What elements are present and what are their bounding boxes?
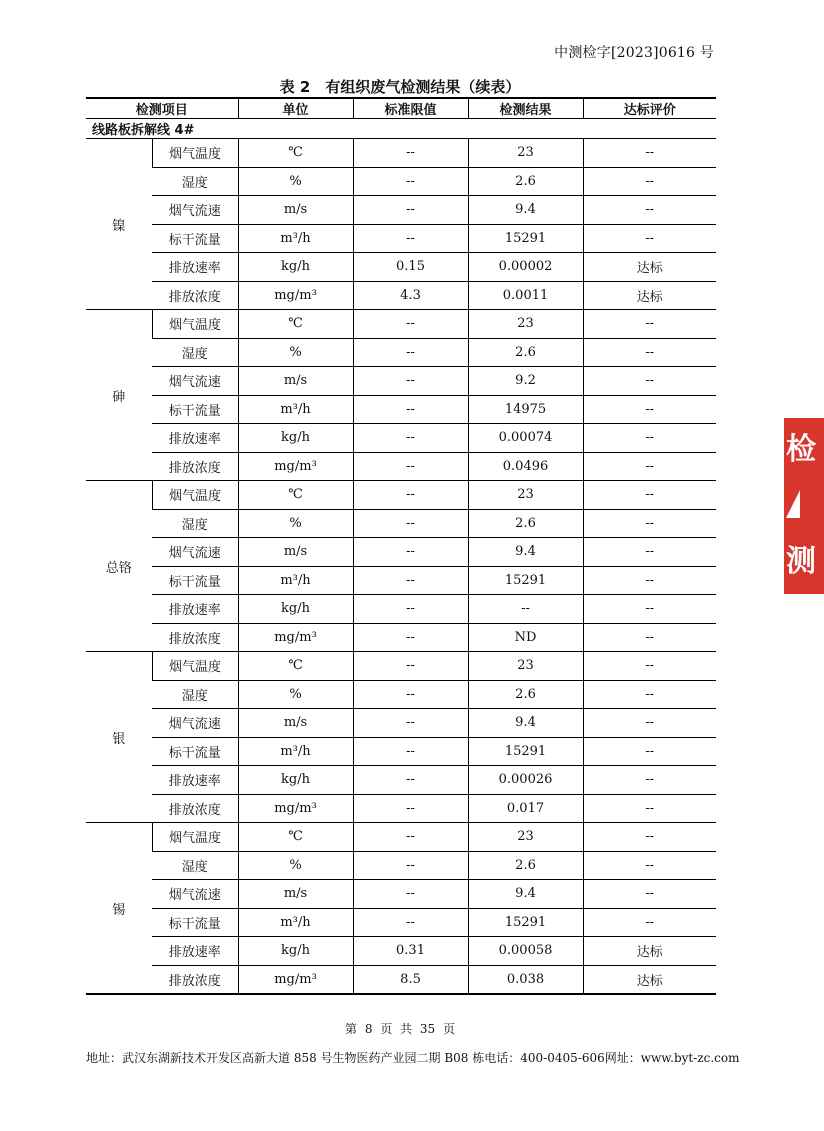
table-row [86,452,716,481]
table-row [86,595,716,624]
table-row [86,167,716,196]
limit-cell: -- [353,224,468,253]
limit-cell: 8.5 [353,965,468,994]
unit-cell: ℃ [238,823,353,852]
unit-cell: m/s [238,709,353,738]
unit-cell: m³/h [238,737,353,766]
unit-cell: kg/h [238,595,353,624]
limit-cell: -- [353,196,468,225]
table-row [86,737,716,766]
table-row [86,851,716,880]
evaluation-cell: -- [583,310,716,339]
evaluation-cell: -- [583,139,716,168]
unit-cell: mg/m³ [238,281,353,310]
unit-cell: ℃ [238,481,353,510]
limit-cell: -- [353,709,468,738]
limit-cell: -- [353,851,468,880]
limit-cell: -- [353,481,468,510]
table-row [86,424,716,453]
report-number: 中测检字[2023]0616 号 [554,45,714,61]
limit-cell: -- [353,737,468,766]
table-row [86,823,716,852]
table-row [86,338,716,367]
item-cell: 烟气流速 [152,367,238,396]
evaluation-cell: -- [583,452,716,481]
evaluation-cell: -- [583,908,716,937]
item-cell: 烟气流速 [152,880,238,909]
table-row [86,139,716,168]
item-cell: 湿度 [152,851,238,880]
result-cell: 9.4 [468,196,583,225]
result-cell: 9.4 [468,880,583,909]
item-cell: 排放速率 [152,766,238,795]
red-seal-stamp [784,418,816,594]
limit-cell: -- [353,167,468,196]
result-cell: 23 [468,823,583,852]
unit-cell: m/s [238,538,353,567]
limit-cell: -- [353,794,468,823]
unit-cell: mg/m³ [238,452,353,481]
limit-cell: -- [353,652,468,681]
evaluation-cell: 达标 [583,965,716,994]
item-cell: 排放浓度 [152,452,238,481]
evaluation-cell: -- [583,680,716,709]
result-cell: 15291 [468,737,583,766]
table-row [86,281,716,310]
stamp-glyph-top: 检 [786,432,816,467]
unit-cell: ℃ [238,310,353,339]
unit-cell: m/s [238,367,353,396]
evaluation-cell: -- [583,652,716,681]
evaluation-cell: -- [583,880,716,909]
limit-cell: -- [353,139,468,168]
unit-cell: % [238,167,353,196]
pollutant-name: 镍 [86,139,152,310]
item-cell: 湿度 [152,167,238,196]
evaluation-cell: -- [583,794,716,823]
limit-cell: 4.3 [353,281,468,310]
limit-cell: -- [353,509,468,538]
table-row [86,224,716,253]
unit-cell: m/s [238,880,353,909]
limit-cell: -- [353,395,468,424]
result-cell: 9.4 [468,709,583,738]
limit-cell: -- [353,367,468,396]
item-cell: 烟气温度 [152,823,238,852]
result-cell: 2.6 [468,338,583,367]
item-cell: 标干流量 [152,224,238,253]
evaluation-cell: -- [583,766,716,795]
item-cell: 标干流量 [152,908,238,937]
evaluation-cell: -- [583,167,716,196]
limit-cell: -- [353,766,468,795]
item-cell: 湿度 [152,338,238,367]
table-row [86,367,716,396]
table-row [86,908,716,937]
item-cell: 烟气温度 [152,310,238,339]
limit-cell: 0.31 [353,937,468,966]
footer-contact [86,1049,740,1066]
unit-cell: kg/h [238,937,353,966]
limit-cell: -- [353,623,468,652]
unit-cell: ℃ [238,652,353,681]
section-row [86,119,716,139]
item-cell: 标干流量 [152,737,238,766]
item-cell: 排放浓度 [152,281,238,310]
evaluation-cell: 达标 [583,937,716,966]
header-evaluation: 达标评价 [583,98,716,119]
limit-cell: -- [353,452,468,481]
limit-cell: -- [353,595,468,624]
result-cell: 2.6 [468,680,583,709]
result-cell: 9.4 [468,538,583,567]
result-cell: ND [468,623,583,652]
stamp-star-mark [786,490,800,518]
unit-cell: m³/h [238,566,353,595]
unit-cell: kg/h [238,253,353,282]
table-row [86,680,716,709]
item-cell: 排放浓度 [152,623,238,652]
header-limit: 标准限值 [353,98,468,119]
unit-cell: kg/h [238,424,353,453]
evaluation-cell: -- [583,566,716,595]
item-cell: 烟气流速 [152,538,238,567]
result-cell: 0.00074 [468,424,583,453]
item-cell: 排放浓度 [152,965,238,994]
result-cell: 23 [468,652,583,681]
table-row [86,623,716,652]
table-row [86,965,716,994]
unit-cell: kg/h [238,766,353,795]
result-cell: -- [468,595,583,624]
result-cell: 2.6 [468,509,583,538]
table-row [86,395,716,424]
limit-cell: -- [353,908,468,937]
limit-cell: -- [353,566,468,595]
header-unit: 单位 [238,98,353,119]
unit-cell: % [238,509,353,538]
evaluation-cell: -- [583,395,716,424]
result-cell: 2.6 [468,851,583,880]
limit-cell: -- [353,310,468,339]
footer-website: 网址：www.byt-zc.com [604,1051,740,1065]
pollutant-name: 砷 [86,310,152,481]
footer-phone: 电话：400-0405-606 [484,1051,605,1065]
table-row [86,481,716,510]
table-row [86,652,716,681]
pollutant-name: 总铬 [86,481,152,652]
item-cell: 湿度 [152,680,238,709]
evaluation-cell: -- [583,481,716,510]
table-row [86,709,716,738]
limit-cell: -- [353,823,468,852]
evaluation-cell: -- [583,709,716,738]
item-cell: 排放速率 [152,937,238,966]
item-cell: 烟气温度 [152,139,238,168]
table-row [86,538,716,567]
evaluation-cell: -- [583,823,716,852]
table-header-row [86,98,716,119]
evaluation-cell: -- [583,509,716,538]
result-cell: 23 [468,310,583,339]
emission-results-table [86,97,716,995]
evaluation-cell: -- [583,196,716,225]
item-cell: 排放浓度 [152,794,238,823]
result-cell: 9.2 [468,367,583,396]
result-cell: 0.0496 [468,452,583,481]
unit-cell: m³/h [238,908,353,937]
evaluation-cell: -- [583,737,716,766]
item-cell: 排放速率 [152,253,238,282]
stamp-glyph-bottom: 测 [786,544,816,579]
pollutant-name: 锡 [86,823,152,995]
item-cell: 排放速率 [152,595,238,624]
pollutant-name: 银 [86,652,152,823]
table-row [86,766,716,795]
evaluation-cell: -- [583,595,716,624]
limit-cell: -- [353,538,468,567]
unit-cell: m/s [238,196,353,225]
evaluation-cell: -- [583,424,716,453]
item-cell: 标干流量 [152,395,238,424]
evaluation-cell: 达标 [583,281,716,310]
table-row [86,566,716,595]
item-cell: 烟气流速 [152,196,238,225]
item-cell: 烟气温度 [152,652,238,681]
result-cell: 14975 [468,395,583,424]
limit-cell: 0.15 [353,253,468,282]
table-row [86,253,716,282]
table-row [86,937,716,966]
table-row [86,880,716,909]
evaluation-cell: -- [583,538,716,567]
unit-cell: ℃ [238,139,353,168]
evaluation-cell: -- [583,367,716,396]
result-cell: 15291 [468,908,583,937]
item-cell: 烟气流速 [152,709,238,738]
limit-cell: -- [353,338,468,367]
result-cell: 0.00026 [468,766,583,795]
section-title: 线路板拆解线 4# [86,119,716,139]
result-cell: 0.00058 [468,937,583,966]
result-cell: 15291 [468,224,583,253]
result-cell: 2.6 [468,167,583,196]
evaluation-cell: 达标 [583,253,716,282]
result-cell: 23 [468,139,583,168]
limit-cell: -- [353,880,468,909]
limit-cell: -- [353,424,468,453]
table-row [86,509,716,538]
result-cell: 15291 [468,566,583,595]
result-cell: 0.038 [468,965,583,994]
result-cell: 0.00002 [468,253,583,282]
result-cell: 0.0011 [468,281,583,310]
table-row [86,310,716,339]
evaluation-cell: -- [583,338,716,367]
item-cell: 标干流量 [152,566,238,595]
unit-cell: % [238,851,353,880]
table-title: 表 2 有组织废气检测结果（续表） [279,78,521,96]
table-row [86,196,716,225]
result-cell: 23 [468,481,583,510]
unit-cell: % [238,680,353,709]
item-cell: 烟气温度 [152,481,238,510]
unit-cell: m³/h [238,224,353,253]
unit-cell: m³/h [238,395,353,424]
result-cell: 0.017 [468,794,583,823]
table-row [86,794,716,823]
item-cell: 湿度 [152,509,238,538]
evaluation-cell: -- [583,851,716,880]
page-number: 第 8 页 共 35 页 [345,1022,455,1036]
header-item: 检测项目 [86,98,238,119]
evaluation-cell: -- [583,224,716,253]
header-result: 检测结果 [468,98,583,119]
footer-address: 地址：武汉东湖新技术开发区高新大道 858 号生物医药产业园二期 B08 栋 [86,1051,485,1065]
limit-cell: -- [353,680,468,709]
unit-cell: % [238,338,353,367]
unit-cell: mg/m³ [238,794,353,823]
item-cell: 排放速率 [152,424,238,453]
evaluation-cell: -- [583,623,716,652]
unit-cell: mg/m³ [238,623,353,652]
unit-cell: mg/m³ [238,965,353,994]
